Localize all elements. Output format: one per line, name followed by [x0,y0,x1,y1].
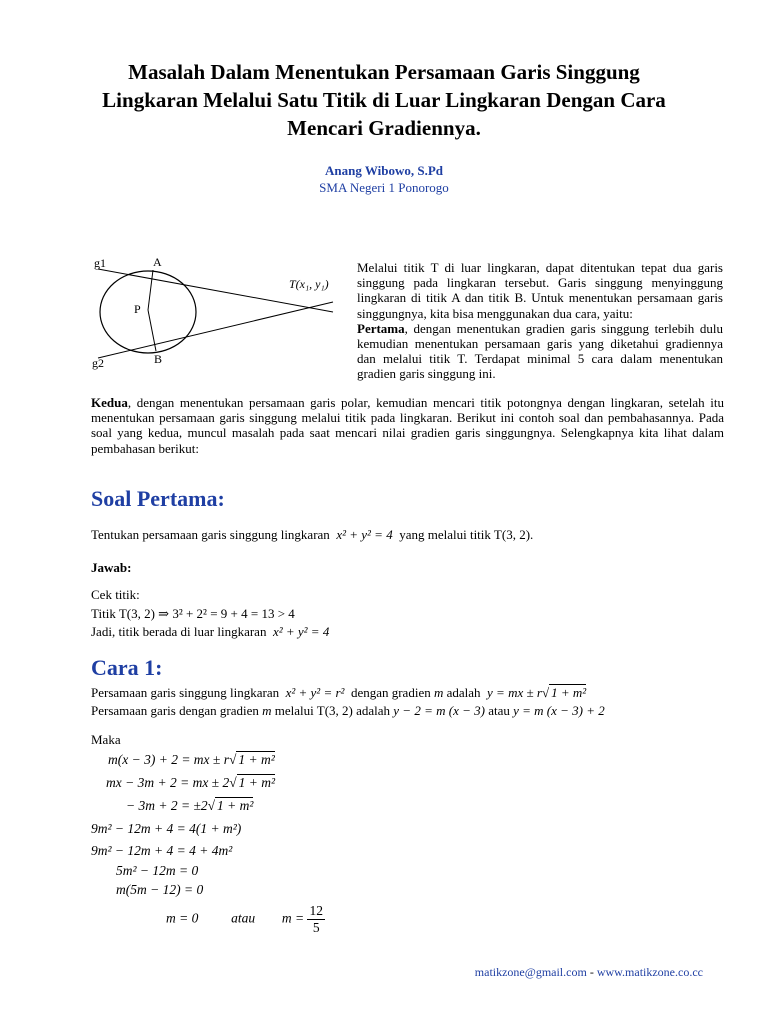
step-2: mx − 3m + 2 = mx ± 2√ 1 + m² [106,775,276,790]
step-2-sqrt: 1 + m² [238,775,276,790]
page-footer [0,965,703,980]
cara1-line1 [91,685,586,701]
title-line-3: Mencari Gradiennya. [287,116,481,140]
soal-statement [91,527,533,543]
step-1-sqrt: 1 + m² [238,752,275,767]
cara1-line2-atau: atau [488,703,510,718]
pertama-text: , dengan menentukan gradien garis singgung terlebih dulu kemudian menentukan persamaan garis yang diketahui gradiennya dan melalui titik T. Terdapat minimal 5 cara dalam menentukan gradien garis singgung ini. [357,320,723,382]
cara1-line2-m: m [262,703,272,718]
kedua-text: , dengan menentukan persamaan garis polar, kemudian mencari titik potongnya dengan lingkaran, setelah itu menentukan persamaan garis singgung melalui titik pada lingkaran. Berikut ini contoh soal dan pembahasannya. Pada soal yang kedua, muncul masalah pada saat mencari nilai gradien garis singgungnya. Selengkapnya kita lihat dalam pembahasan berikut: [91,395,724,456]
pertama-label: Pertama [357,320,405,336]
label-A: A [153,255,162,269]
soal-equation: x² + y² = 4 [336,527,393,542]
cek-titik: Cek titik: [91,587,140,602]
final-result [166,903,325,936]
final-m0: m = 0 [166,910,199,926]
cara1-line1-m: m [433,685,444,700]
label-B: B [154,352,163,366]
step-3-pre: − 3m + 2 = ±2 [126,798,208,813]
label-g1: g1 [94,256,106,270]
tangent-diagram [88,250,360,375]
cara1-heading: Cara 1: [91,655,163,680]
jadi-text: Jadi, titik berada di luar lingkaran [91,624,267,639]
paper-title [60,58,708,142]
title-line-1: Masalah Dalam Menentukan Persamaan Garis Singgung [128,60,640,84]
footer-site[interactable]: www.matikzone.co.cc [596,965,703,979]
radius-PA [148,270,153,310]
step-2-pre: mx − 3m + 2 = mx ± 2 [106,775,230,790]
step-5: 9m² − 12m + 4 = 4 + 4m² [91,843,233,858]
cara1-line1-formula: y = mx ± r√ 1 + m² [487,685,587,700]
author-name: Anang Wibowo, S.Pd [324,163,443,178]
cara1-line2-a: Persamaan garis dengan gradien [91,703,259,718]
step-1: m(x − 3) + 2 = mx ± r√ 1 + m² [108,752,275,767]
step-1-pre: m(x − 3) + 2 = mx ± r [108,752,229,767]
final-fraction [307,903,325,936]
soal-text-b: yang melalui titik T(3, 2). [399,527,534,542]
step-4: 9m² − 12m + 4 = 4(1 + m²) [91,821,242,836]
final-denominator: 5 [312,920,320,935]
final-numerator: 12 [309,903,323,918]
step-7: m(5m − 12) = 0 [116,882,204,897]
cara1-line2-b: melalui T(3, 2) adalah [274,703,391,718]
title-line-2: Lingkaran Melalui Satu Titik di Luar Lingkaran Dengan Cara [102,88,666,112]
cara1-line2-eq2: y = m (x − 3) + 2 [513,703,605,718]
cara1-line1-b: dengan gradien [350,685,431,700]
label-T: T(x₁, y₁) [289,277,329,291]
intro-paragraph [357,260,723,382]
author-school: SMA Negeri 1 Ponorogo [319,180,449,195]
soal-text-a: Tentukan persamaan garis singgung lingkaran [91,527,330,542]
titik-check: Titik T(3, 2) ⇒ 3² + 2² = 9 + 4 = 13 > 4 [91,606,295,621]
soal-heading: Soal Pertama: [91,486,225,511]
cara1-line1-eq: x² + y² = r² [285,685,345,700]
cara1-line2-eq1: y − 2 = m (x − 3) [393,703,485,718]
cara1-formula-sqrt: 1 + m² [551,685,587,700]
maka-label: Maka [91,732,121,747]
step-3-sqrt: 1 + m² [217,798,254,813]
cara1-formula-pre: y = mx ± r [487,685,542,700]
intro-text: Melalui titik T di luar lingkaran, dapat ditentukan tepat dua garis singgung pada lingkaran tersebut. Garis singgung menyinggung lingkaran di titik A dan titik B. Untuk menentukan persamaan garis singgungnya, kita bisa menggunakan dua cara, yaitu: [357,260,723,321]
footer-email[interactable]: matikzone@gmail.com [474,965,587,979]
kedua-paragraph [91,395,724,456]
step-6: 5m² − 12m = 0 [116,863,199,878]
label-g2: g2 [92,356,104,370]
jadi-equation: x² + y² = 4 [272,624,330,639]
cara1-line2 [91,703,605,719]
cara1-line1-a: Persamaan garis singgung lingkaran [91,685,280,700]
footer-separator: - [586,965,597,979]
jadi-line [91,624,329,640]
step-3: − 3m + 2 = ±2√ 1 + m² [126,798,254,813]
cara1-line1-c: adalah [446,685,481,700]
final-atau: atau [231,910,256,926]
final-m-label: m = [281,910,305,926]
kedua-label: Kedua [91,395,128,410]
label-P: P [134,302,141,316]
jawab-label: Jawab: [91,560,132,575]
